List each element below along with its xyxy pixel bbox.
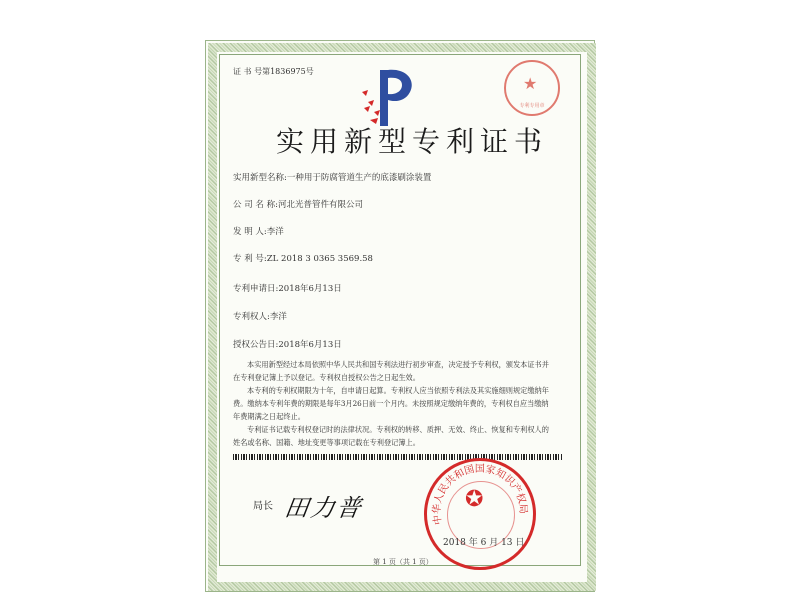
field-label: 专利申请日:: [233, 284, 279, 294]
field-patent-number: [233, 252, 373, 264]
field-grant-date: [233, 338, 342, 350]
field-label: 发 明 人:: [233, 227, 267, 237]
national-emblem-icon: ✪: [465, 487, 484, 512]
field-label: 授权公告日:: [233, 340, 279, 350]
field-value: ZL 2018 3 0365 3569.58: [266, 254, 373, 264]
certificate-number: 证 书 号第1836975号: [233, 67, 314, 76]
field-value: 河北光普管件有限公司: [277, 200, 363, 210]
seal-text: 中华人民共和国国家知识产权局: [431, 463, 529, 526]
issue-date: 2018 年 6 月 13 日: [443, 538, 525, 548]
field-value: 一种用于防腐管道生产的底漆刷涂装置: [286, 173, 432, 183]
field-label: 公 司 名 称:: [233, 200, 278, 210]
field-value: 李洋: [269, 312, 287, 322]
paragraph-term: 本专利的专利权期限为十年，自申请日起算。专利权人应当依照专利法及其实施细则规定缴纳年费。缴纳本专利年费的期限是每年3月26日前一个月内。未按照规定缴纳年费的，专利权自应当缴纳年费期满之日起终止。: [233, 386, 549, 421]
field-inventor: [233, 225, 284, 237]
barcode: [233, 454, 563, 460]
field-value: 2018年6月13日: [278, 340, 342, 350]
field-value: 李洋: [266, 227, 284, 237]
top-stamp: [504, 60, 560, 116]
page-footer: 第 1 页（共 1 页）: [373, 558, 433, 566]
field-application-date: [233, 282, 342, 294]
field-utility-model-name: [233, 171, 431, 183]
top-stamp-text: 专利专用章: [519, 103, 545, 109]
director-signature: 田力普: [282, 494, 365, 522]
paragraph-register: 专利证书记载专利权登记时的法律状况。专利权的转移、质押、无效、终止、恢复和专利权人的姓名或名称、国籍、地址变更等事项记载在专利登记簿上。: [233, 425, 549, 447]
official-seal: [424, 458, 536, 570]
field-label: 实用新型名称:: [233, 173, 287, 183]
field-label: 专 利 号:: [233, 254, 267, 264]
field-company: [233, 198, 363, 210]
paragraph-grant: 本实用新型经过本局依照中华人民共和国专利法进行初步审查，决定授予专利权，颁发本证书并在专利登记簿上予以登记。专利权自授权公告之日起生效。: [233, 360, 549, 382]
field-patentee: [233, 310, 287, 322]
field-value: 2018年6月13日: [278, 284, 342, 294]
star-icon: ★: [523, 74, 538, 93]
director-label: 局长: [253, 501, 273, 512]
certificate-title: 实用新型专利证书: [276, 125, 549, 158]
field-label: 专利权人:: [233, 312, 270, 322]
